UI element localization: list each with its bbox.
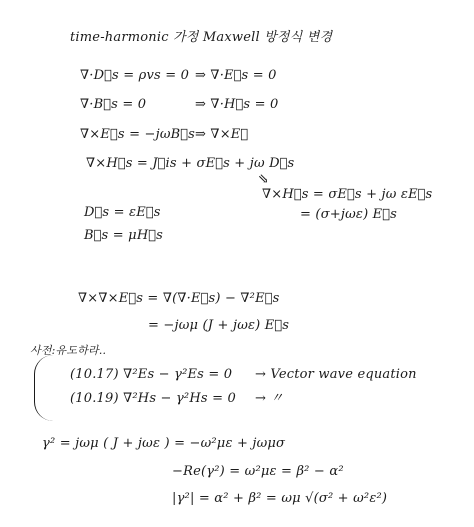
wave-note-label: 사전:유도하라..	[30, 344, 107, 357]
left-brace	[34, 355, 53, 421]
constitutive-d: D⃗s = εE⃗s	[84, 205, 161, 220]
ampere-result-1: ∇×H⃗s = σE⃗s + jω εE⃗s	[262, 187, 433, 202]
gauss-b-equation: ∇·B⃗s = 0	[80, 97, 147, 112]
curl-curl-line-1: ∇×∇×E⃗s = ∇(∇·E⃗s) − ∇²E⃗s	[78, 291, 280, 306]
gauss-e-result: ⇒ ∇·E⃗s = 0	[195, 68, 277, 83]
gamma-real-part: −Re(γ²) = ω²με = β² − α²	[172, 464, 344, 479]
curl-curl-line-2: = −jωμ (J + jωε) E⃗s	[148, 318, 290, 333]
gauss-e-equation: ∇·D⃗s = ρvs = 0	[80, 68, 190, 83]
ampere-equation: ∇×H⃗s = J⃗is + σE⃗s + jω D⃗s	[86, 156, 295, 171]
wave-eq-1019-desc: → 〃	[255, 391, 284, 406]
gauss-b-result: ⇒ ∇·H⃗s = 0	[195, 97, 279, 112]
notes-header: time-harmonic 가정 Maxwell 방정식 변경	[70, 30, 333, 45]
ampere-result-2: = (σ+jωε) E⃗s	[300, 207, 398, 222]
gamma-magnitude: |γ²| = α² + β² = ωμ √(σ² + ω²ε²)	[172, 491, 388, 506]
faraday-equation: ∇×E⃗s = −jωB⃗s	[80, 127, 196, 142]
wave-eq-1019: (10.19) ∇²Hs − γ²Hs = 0	[70, 391, 236, 406]
wave-eq-1017-desc: → Vector wave equation	[255, 367, 417, 382]
gamma-definition: γ² = jωμ ( J + jωε ) = −ω²με + jωμσ	[42, 436, 286, 451]
ampere-arrow: ⇘	[258, 172, 270, 187]
constitutive-b: B⃗s = μH⃗s	[84, 228, 164, 243]
faraday-result: ⇒ ∇×E⃗	[195, 127, 249, 142]
wave-eq-1017: (10.17) ∇²Es − γ²Es = 0	[70, 367, 233, 382]
